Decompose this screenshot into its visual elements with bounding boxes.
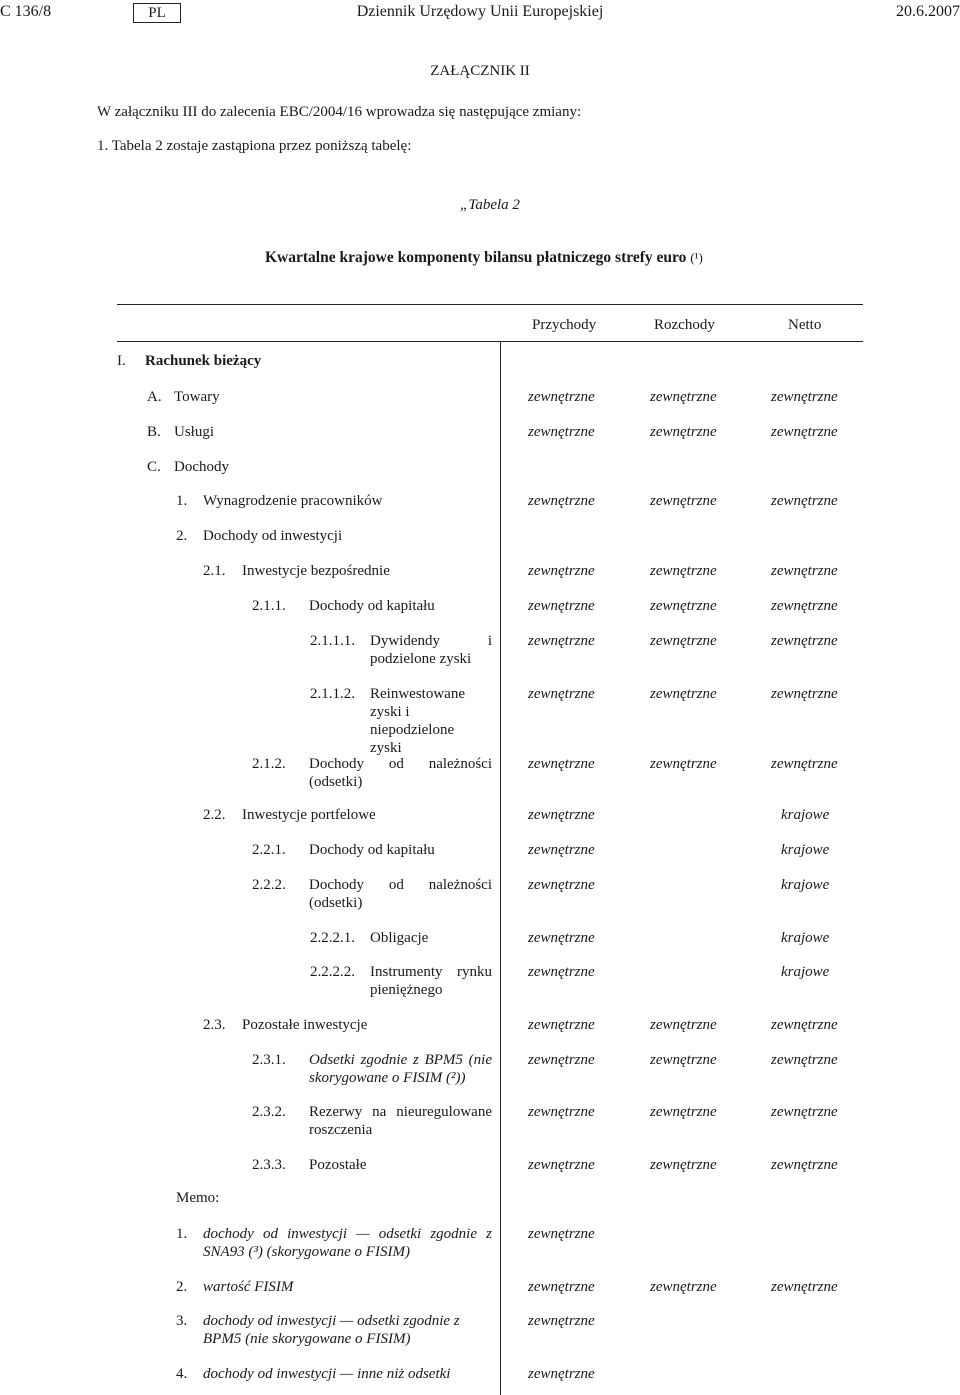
- cell-netto: zewnętrzne: [771, 1052, 838, 1068]
- publication-date: 20.6.2007: [896, 3, 960, 20]
- cell-przychody: zewnętrzne: [528, 1052, 595, 1068]
- journal-title: Dziennik Urzędowy Unii Europejskiej: [356, 3, 604, 20]
- cell-przychody: zewnętrzne: [528, 1157, 595, 1173]
- row-number: 2.1.1.: [252, 598, 286, 614]
- cell-przychody: zewnętrzne: [528, 1313, 595, 1329]
- cell-przychody: zewnętrzne: [528, 598, 595, 614]
- row-number: 2.: [176, 528, 188, 544]
- table-title-text: Kwartalne krajowe komponenty bilansu płatniczego strefy euro: [265, 249, 687, 266]
- memo-label-text: dochody od inwestycji — odsetki zgodnie z BPM5 (nie skorygowane o FISIM): [203, 1313, 460, 1347]
- row-label: Usługi: [174, 424, 215, 440]
- cell-rozchody: zewnętrzne: [650, 1052, 717, 1068]
- cell-przychody: zewnętrzne: [528, 964, 595, 980]
- row-label: Dochody od należności (odsetki): [309, 877, 492, 911]
- row-label: Instrumenty rynku pieniężnego: [370, 964, 492, 998]
- intro-text: W załączniku III do zalecenia EBC/2004/16 wprowadza się następujące zmiany:: [97, 104, 582, 120]
- row-label: Dochody od inwestycji: [203, 528, 343, 544]
- cell-netto: zewnętrzne: [771, 424, 838, 440]
- cell-przychody: zewnętrzne: [528, 807, 595, 823]
- cell-rozchody: zewnętrzne: [650, 389, 717, 405]
- row-number: C.: [147, 459, 161, 475]
- language-badge: PL: [133, 3, 181, 23]
- cell-netto: zewnętrzne: [771, 1017, 838, 1033]
- cell-rozchody: zewnętrzne: [650, 563, 717, 579]
- row-label: Inwestycje bezpośrednie: [242, 563, 390, 579]
- row-label: Pozostałe inwestycje: [242, 1017, 368, 1033]
- row-label: Dywidendy i podzielone zyski: [370, 633, 492, 667]
- row-label: Pozostałe: [309, 1157, 367, 1173]
- row-number: 2.1.2.: [252, 756, 286, 772]
- cell-netto: zewnętrzne: [771, 598, 838, 614]
- table-label: „Tabela 2: [460, 197, 520, 213]
- cell-przychody: zewnętrzne: [528, 389, 595, 405]
- row-number: 2.3.1.: [252, 1052, 286, 1068]
- cell-rozchody: zewnętrzne: [650, 686, 717, 702]
- cell-rozchody: zewnętrzne: [650, 1104, 717, 1120]
- row-number: 2.2.2.: [252, 877, 286, 893]
- cell-rozchody: zewnętrzne: [650, 424, 717, 440]
- row-label: Rachunek bieżący: [145, 353, 262, 369]
- cell-przychody: zewnętrzne: [528, 877, 595, 893]
- row-label: Dochody: [174, 459, 229, 475]
- cell-netto: krajowe: [781, 930, 830, 946]
- row-number: 2.2.2.2.: [310, 964, 355, 980]
- cell-rozchody: zewnętrzne: [650, 756, 717, 772]
- row-label: Inwestycje portfelowe: [242, 807, 376, 823]
- row-number: 1.: [176, 493, 188, 509]
- column-header-rozchody: Rozchody: [654, 317, 715, 333]
- row-number: 2.2.2.1.: [310, 930, 355, 946]
- cell-netto: zewnętrzne: [771, 1279, 838, 1295]
- row-number: 2.2.1.: [252, 842, 286, 858]
- cell-rozchody: zewnętrzne: [650, 1279, 717, 1295]
- row-label: Reinwestowane zyski i niepodzielone zyski: [370, 686, 465, 756]
- row-number: 2.3.: [203, 1017, 226, 1033]
- row-number: 2.1.1.1.: [310, 633, 355, 649]
- cell-netto: zewnętrzne: [771, 1104, 838, 1120]
- cell-rozchody: zewnętrzne: [650, 1157, 717, 1173]
- cell-przychody: zewnętrzne: [528, 1017, 595, 1033]
- cell-netto: zewnętrzne: [771, 756, 838, 772]
- memo-label-text: dochody od inwestycji — odsetki zgodnie z SNA93 (³) (skorygowane o FISIM): [203, 1226, 492, 1260]
- table-column-divider: [500, 342, 501, 1395]
- cell-netto: krajowe: [781, 877, 830, 893]
- page-reference: C 136/8: [0, 3, 52, 20]
- row-label: Rezerwy na nieuregulowane roszczenia: [309, 1104, 492, 1138]
- row-label: Dochody od należności (odsetki): [309, 756, 492, 790]
- row-number: B.: [147, 424, 161, 440]
- row-number: I.: [117, 353, 126, 369]
- memo-number: 1.: [176, 1226, 188, 1242]
- memo-label-text: wartość FISIM: [203, 1279, 294, 1295]
- table-title: [265, 249, 703, 267]
- cell-netto: krajowe: [781, 842, 830, 858]
- cell-przychody: zewnętrzne: [528, 633, 595, 649]
- row-label: Towary: [174, 389, 220, 405]
- cell-rozchody: zewnętrzne: [650, 1017, 717, 1033]
- row-number: 2.1.: [203, 563, 226, 579]
- memo-label: Memo:: [176, 1190, 220, 1206]
- annex-title: ZAŁĄCZNIK II: [430, 63, 530, 79]
- cell-netto: krajowe: [781, 807, 830, 823]
- cell-przychody: zewnętrzne: [528, 424, 595, 440]
- cell-rozchody: zewnętrzne: [650, 633, 717, 649]
- memo-label-text: dochody od inwestycji — inne niż odsetki: [203, 1366, 451, 1382]
- row-number: 2.3.2.: [252, 1104, 286, 1120]
- row-number: A.: [147, 389, 162, 405]
- cell-przychody: zewnętrzne: [528, 842, 595, 858]
- memo-number: 4.: [176, 1366, 188, 1382]
- cell-przychody: zewnętrzne: [528, 1279, 595, 1295]
- cell-przychody: zewnętrzne: [528, 756, 595, 772]
- table-title-footnote: (¹): [690, 250, 703, 265]
- cell-przychody: zewnętrzne: [528, 1104, 595, 1120]
- cell-rozchody: zewnętrzne: [650, 598, 717, 614]
- row-label: Wynagrodzenie pracowników: [203, 493, 383, 509]
- cell-przychody: zewnętrzne: [528, 686, 595, 702]
- cell-netto: krajowe: [781, 964, 830, 980]
- cell-netto: zewnętrzne: [771, 389, 838, 405]
- memo-number: 2.: [176, 1279, 188, 1295]
- cell-netto: zewnętrzne: [771, 1157, 838, 1173]
- column-header-przychody: Przychody: [532, 317, 597, 333]
- column-header-netto: Netto: [788, 317, 822, 333]
- table-header-rule: [117, 341, 863, 342]
- row-label: Dochody od kapitału: [309, 842, 435, 858]
- row-label: Obligacje: [370, 930, 429, 946]
- cell-przychody: zewnętrzne: [528, 1366, 595, 1382]
- cell-netto: zewnętrzne: [771, 493, 838, 509]
- row-label: Dochody od kapitału: [309, 598, 435, 614]
- row-label: Odsetki zgodnie z BPM5 (nie skorygowane o FISIM (²)): [309, 1052, 492, 1086]
- row-number: 2.3.3.: [252, 1157, 286, 1173]
- cell-netto: zewnętrzne: [771, 633, 838, 649]
- memo-number: 3.: [176, 1313, 188, 1329]
- table-top-rule: [117, 304, 863, 305]
- cell-netto: zewnętrzne: [771, 563, 838, 579]
- cell-netto: zewnętrzne: [771, 686, 838, 702]
- cell-przychody: zewnętrzne: [528, 563, 595, 579]
- cell-przychody: zewnętrzne: [528, 1226, 595, 1242]
- cell-przychody: zewnętrzne: [528, 930, 595, 946]
- cell-przychody: zewnętrzne: [528, 493, 595, 509]
- row-number: 2.1.1.2.: [310, 686, 355, 702]
- cell-rozchody: zewnętrzne: [650, 493, 717, 509]
- item-1-text: 1. Tabela 2 zostaje zastąpiona przez poniższą tabelę:: [97, 138, 412, 154]
- row-number: 2.2.: [203, 807, 226, 823]
